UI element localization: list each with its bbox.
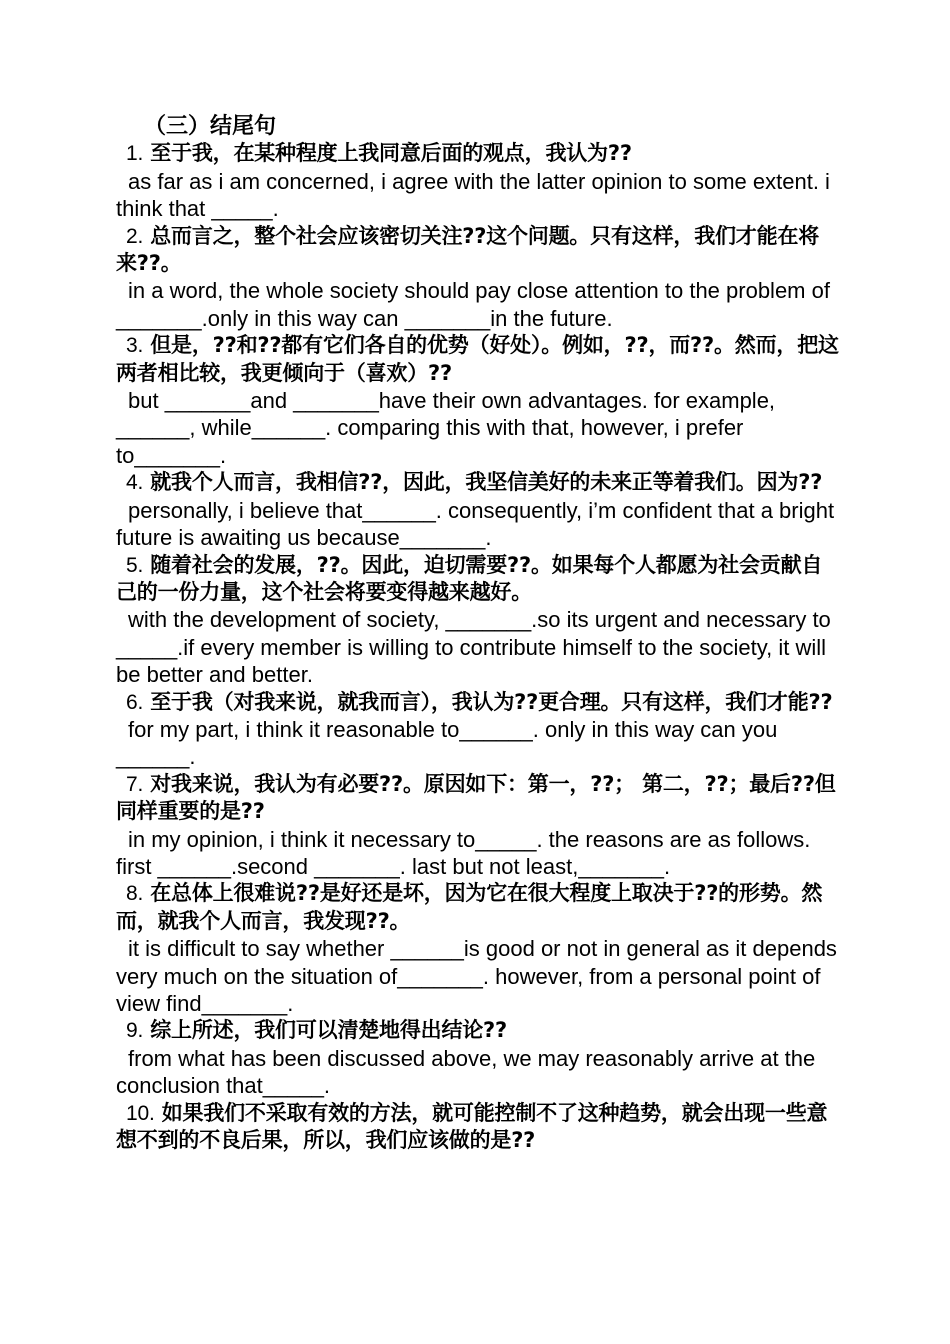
chinese-text: 随着社会的发展，??。因此，迫切需要??。如果每个人都愿为社会贡献自己的一份力量，这个社会将要变得越来越好。 bbox=[116, 552, 823, 604]
chinese-sentence bbox=[116, 223, 842, 278]
english-sentence: it is difficult to say whether ______is good or not in general as it depends very much on the situation of_______. however, from a personal point of view find_______. bbox=[116, 936, 837, 1016]
english-sentence: in a word, the whole society should pay close attention to the problem of _______.only in this way can _______in the future. bbox=[116, 278, 830, 331]
chinese-text: 总而言之，整个社会应该密切关注??这个问题。只有这样，我们才能在将来??。 bbox=[116, 223, 820, 276]
chinese-text: 综上所述，我们可以清楚地得出结论?? bbox=[150, 1018, 508, 1043]
english-sentence: for my part, i think it reasonable to______. only in this way can you ______. bbox=[116, 716, 778, 770]
list-item bbox=[116, 552, 842, 689]
chinese-text: 至于我（对我来说，就我而言），我认为??更合理。只有这样，我们才能?? bbox=[150, 689, 833, 714]
chinese-text: 在总体上很难说??是好还是坏，因为它在很大程度上取决于??的形势。然而，就我个人而言，我发现??。 bbox=[116, 881, 823, 933]
document-body bbox=[116, 113, 842, 1154]
list-item bbox=[116, 223, 842, 333]
section-heading: （三）结尾句 bbox=[144, 114, 277, 139]
english-sentence: from what has been discussed above, we may reasonably arrive at the conclusion that_____. bbox=[116, 1045, 816, 1099]
chinese-sentence bbox=[116, 469, 842, 496]
item-number: 9. bbox=[126, 1019, 144, 1043]
item-number: 6. bbox=[126, 690, 144, 714]
english-sentence: in my opinion, i think it necessary to_____. the reasons are as follows. first ______.second _______. last but not least,_______. bbox=[116, 826, 811, 879]
chinese-sentence bbox=[116, 1017, 842, 1044]
list-item bbox=[116, 689, 842, 771]
item-number: 1. bbox=[126, 142, 144, 166]
english-sentence: as far as i am concerned, i agree with the latter opinion to some extent. i think that _____. bbox=[116, 168, 830, 222]
chinese-sentence bbox=[116, 1100, 842, 1155]
chinese-sentence bbox=[116, 332, 842, 387]
item-number: 5. bbox=[126, 553, 144, 577]
chinese-text: 就我个人而言，我相信??，因此，我坚信美好的未来正等着我们。因为?? bbox=[150, 470, 823, 495]
list-item bbox=[116, 771, 842, 881]
english-sentence: but _______and _______have their own advantages. for example, ______, while______. comparing this with that, however, i prefer to_______. bbox=[116, 388, 776, 468]
chinese-sentence bbox=[116, 552, 842, 607]
chinese-sentence bbox=[116, 880, 842, 935]
item-number: 3. bbox=[126, 334, 144, 358]
english-sentence: personally, i believe that______. consequently, i’m confident that a bright future is awaiting us because_______. bbox=[116, 497, 835, 551]
english-sentence: with the development of society, _______.so its urgent and necessary to _____.if every member is willing to contribute himself to the society, it will be better and better. bbox=[116, 607, 831, 688]
chinese-sentence bbox=[116, 140, 842, 167]
item-number: 10. bbox=[126, 1101, 155, 1125]
chinese-sentence bbox=[116, 689, 842, 716]
item-number: 8. bbox=[126, 882, 144, 906]
chinese-text: 但是，??和??都有它们各自的优势（好处）。例如，??，而??。然而，把这两者相比较，我更倾向于（喜欢）?? bbox=[116, 333, 839, 385]
chinese-text: 至于我，在某种程度上我同意后面的观点，我认为?? bbox=[150, 141, 632, 166]
item-number: 4. bbox=[126, 471, 144, 495]
list-item bbox=[116, 1100, 842, 1155]
chinese-text: 对我来说，我认为有必要??。原因如下：第一，??； 第二，??；最后??但同样重要的是?? bbox=[116, 771, 836, 824]
chinese-text: 如果我们不采取有效的方法，就可能控制不了这种趋势，就会出现一些意想不到的不良后果，所以，我们应该做的是?? bbox=[116, 1100, 828, 1153]
list-item bbox=[116, 140, 842, 222]
list-item bbox=[116, 1017, 842, 1099]
item-number: 7. bbox=[126, 772, 144, 796]
list-item bbox=[116, 880, 842, 1017]
chinese-sentence bbox=[116, 771, 842, 826]
list-item bbox=[116, 332, 842, 469]
item-number: 2. bbox=[126, 224, 144, 248]
list-item bbox=[116, 469, 842, 551]
